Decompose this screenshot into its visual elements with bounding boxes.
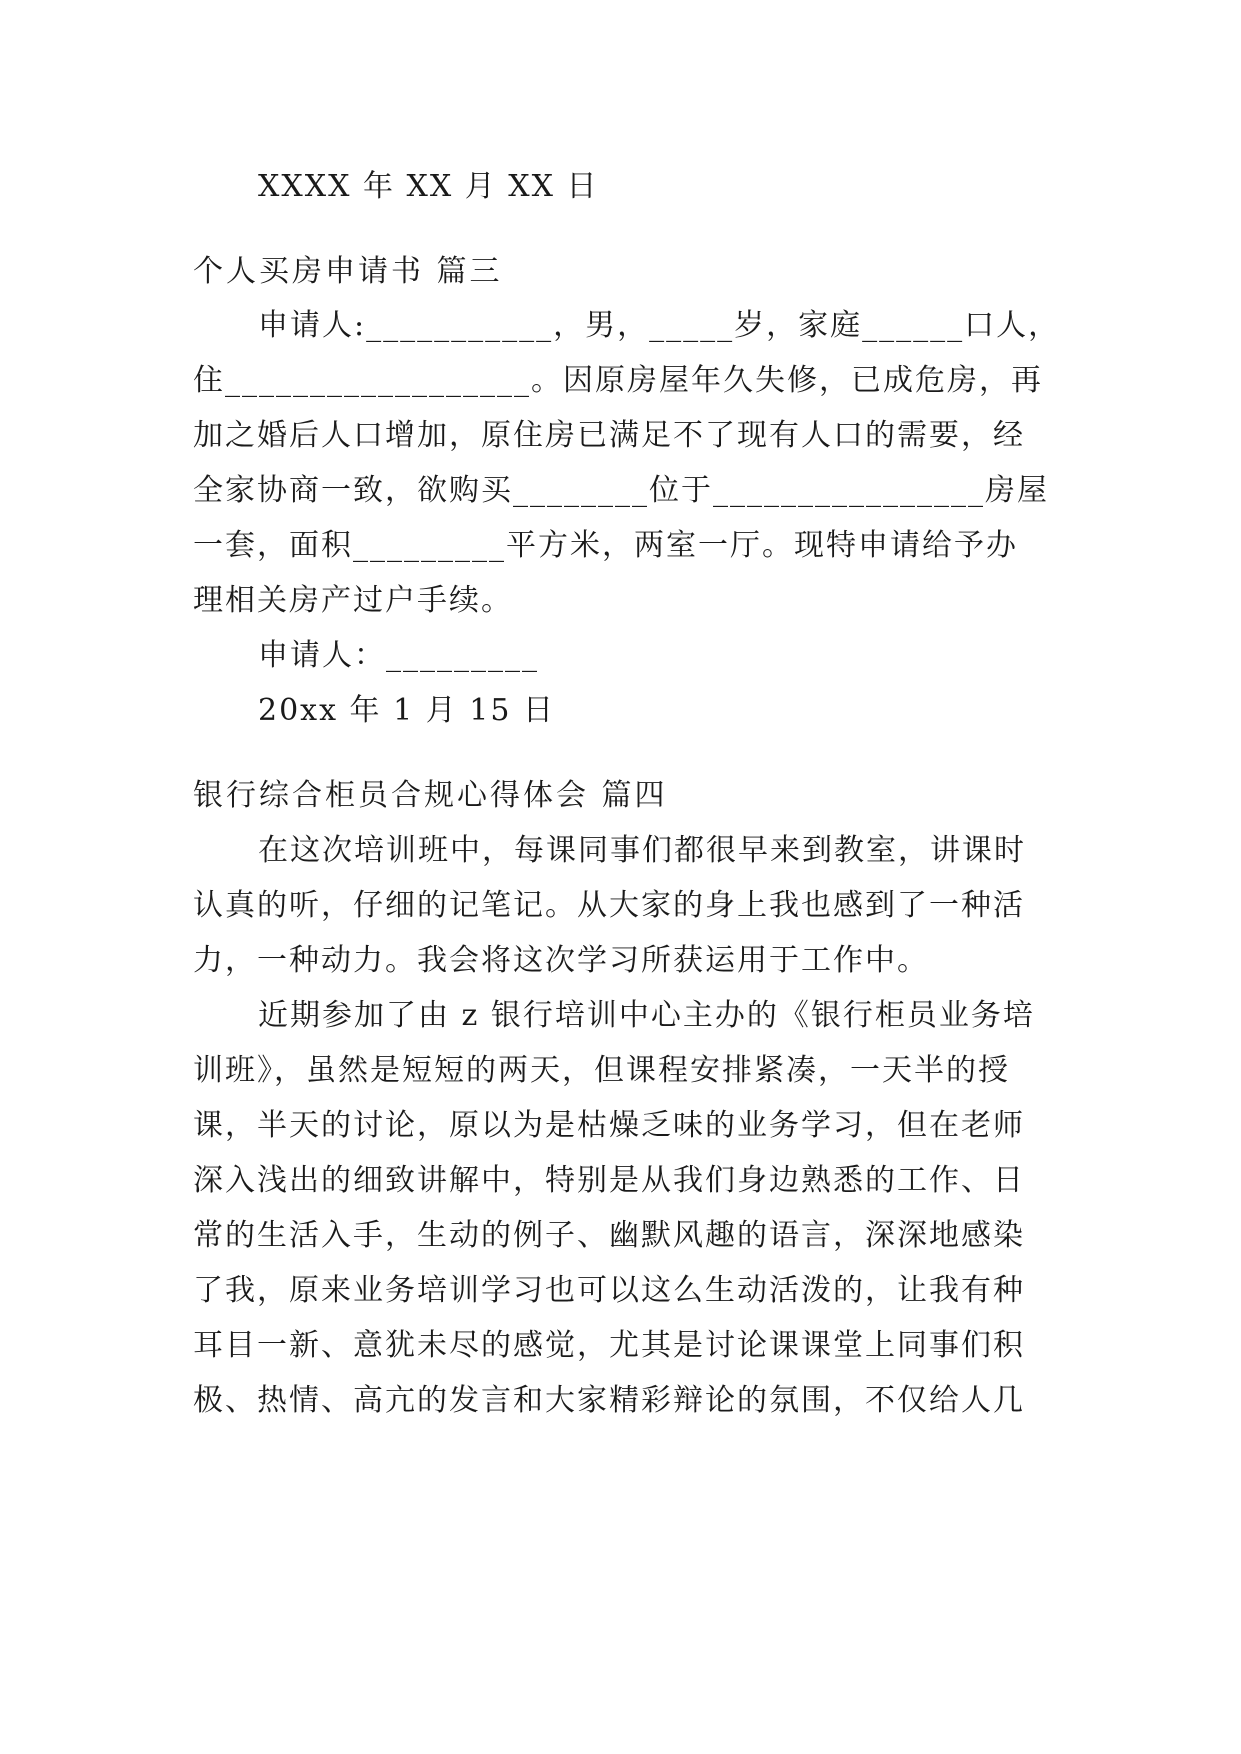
section4-para1-line-3: 力，一种动力。我会将这次学习所获运用于工作中。 <box>193 943 929 978</box>
section4-para2-line-5: 常的生活入手，生动的例子、幽默风趣的语言，深深地感染 <box>193 1218 1025 1253</box>
section4-para1-line-2: 认真的听，仔细的记笔记。从大家的身上我也感到了一种活 <box>193 888 1025 923</box>
section4-para2-line-4: 深入浅出的细致讲解中，特别是从我们身边熟悉的工作、日 <box>193 1163 1025 1198</box>
section3-line-1: 申请人:___________，男，_____岁，家庭______口人， <box>258 308 1061 343</box>
section4-para2-line-3: 课，半天的讨论，原以为是枯燥乏味的业务学习，但在老师 <box>193 1108 1025 1143</box>
section3-line-4: 全家协商一致，欲购买________位于________________房屋 <box>193 473 1049 508</box>
section3-line-6: 理相关房产过户手续。 <box>193 583 513 618</box>
section4-title: 银行综合柜员合规心得体会 篇四 <box>193 778 668 813</box>
section3-line-2: 住__________________。因原房屋年久失修，已成危房，再 <box>193 363 1043 398</box>
section4-para2-line-7: 耳目一新、意犹未尽的感觉，尤其是讨论课课堂上同事们积 <box>193 1328 1025 1363</box>
date-placeholder: XXXX 年 XX 月 XX 日 <box>258 169 599 204</box>
section3-date: 20xx 年 1 月 15 日 <box>258 693 555 728</box>
section4-para2-line-2: 训班》，虽然是短短的两天，但课程安排紧凑，一天半的授 <box>193 1053 1010 1088</box>
section3-line-5: 一套，面积_________平方米，两室一厅。现特申请给予办 <box>193 528 1018 563</box>
section4-para2-line-8: 极、热情、高亢的发言和大家精彩辩论的氛围，不仅给人几 <box>193 1383 1025 1418</box>
section3-signature: 申请人：_________ <box>258 638 539 673</box>
section4-para1-line-1: 在这次培训班中，每课同事们都很早来到教室，讲课时 <box>258 833 1026 868</box>
section4-para2-line-6: 了我，原来业务培训学习也可以这么生动活泼的，让我有种 <box>193 1273 1025 1308</box>
section3-line-3: 加之婚后人口增加，原住房已满足不了现有人口的需要，经 <box>193 418 1025 453</box>
section4-para2-line-1: 近期参加了由 z 银行培训中心主办的《银行柜员业务培 <box>258 998 1035 1033</box>
section3-title: 个人买房申请书 篇三 <box>193 254 503 289</box>
